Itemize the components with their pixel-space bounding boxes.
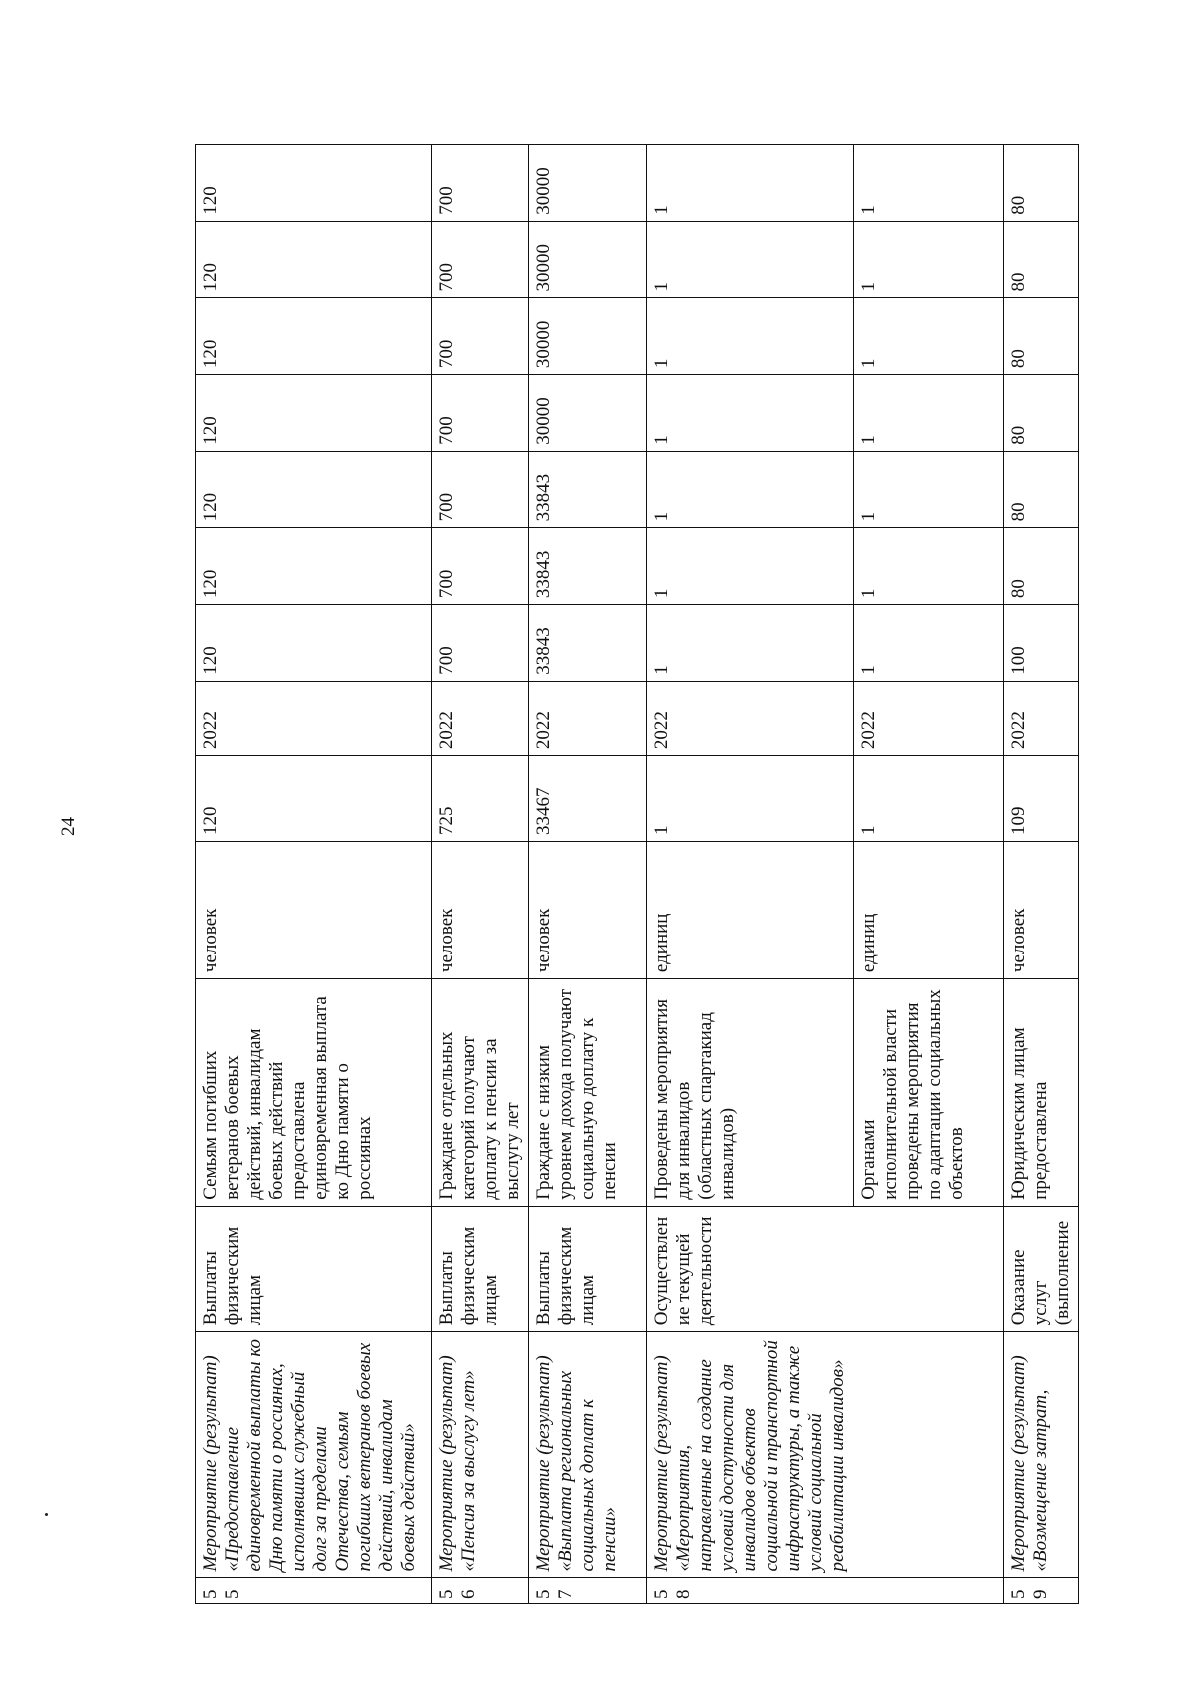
result-description-cell: Семьям погибших ветеранов боевых действий, инвалидам боевых действий предоставлена единовременная выплата ко Дню памяти о россиянах: [196, 979, 432, 1207]
measure-name-cell: Мероприятие (результат) «Выплата региональных социальных доплат к пенсии»: [529, 1332, 647, 1578]
target-value-cell: 1: [853, 145, 1003, 222]
measure-type-cell: Осуществление текущей деятельности: [647, 1206, 854, 1331]
target-value-cell: 120: [196, 221, 432, 298]
result-description-cell: Проведены мероприятия для инвалидов (областных спартакиад инвалидов): [647, 979, 854, 1207]
measure-type-cell: Выплаты физическим лицам: [432, 1206, 529, 1331]
base-value-cell: 1: [647, 756, 854, 842]
target-value-cell: 1: [647, 298, 854, 375]
table-row: [432, 145, 529, 1604]
measure-type-cell: Выплаты физическим лицам: [529, 1206, 647, 1331]
target-value-cell: 700: [432, 221, 529, 298]
indicators-table-wrapper: [195, 144, 1073, 1604]
target-value-cell: 120: [196, 451, 432, 528]
measure-name-cell: Мероприятие (результат) «Предоставление единовременной выплаты ко Дню памяти о россиянах, исполнявших служебный долг за пределами Отечества, семьям погибших ветеранов боевых действий, инвалидам боевых действий»: [196, 1332, 432, 1578]
target-value-cell: 1: [647, 451, 854, 528]
target-value-cell: 120: [196, 605, 432, 682]
target-value-cell: 700: [432, 528, 529, 605]
target-value-cell: 700: [432, 451, 529, 528]
target-value-cell: 80: [1003, 221, 1078, 298]
table-row: [1003, 145, 1078, 1604]
base-value-cell: 725: [432, 756, 529, 842]
measure-type-cell: Оказание услуг (выполнение: [1003, 1206, 1078, 1331]
base-value-cell: 33467: [529, 756, 647, 842]
target-value-cell: 700: [432, 145, 529, 222]
target-value-cell: 120: [196, 145, 432, 222]
indicators-table: [195, 144, 1079, 1604]
target-value-cell: 80: [1003, 451, 1078, 528]
target-value-cell: 33843: [529, 451, 647, 528]
unit-cell: человек: [432, 842, 529, 979]
target-value-cell: 1: [853, 605, 1003, 682]
target-value-cell: 1: [647, 605, 854, 682]
target-value-cell: 30000: [529, 375, 647, 452]
target-value-cell: 80: [1003, 528, 1078, 605]
measure-name-cell: Мероприятие (результат) «Возмещение затрат,: [1003, 1332, 1078, 1578]
target-value-cell: 700: [432, 605, 529, 682]
unit-cell: единиц: [853, 842, 1003, 979]
scan-dot: [45, 1513, 48, 1516]
table-row: [529, 145, 647, 1604]
target-value-cell: 120: [196, 375, 432, 452]
target-value-cell: 33843: [529, 605, 647, 682]
row-number-cell: [853, 1578, 1003, 1604]
unit-cell: человек: [196, 842, 432, 979]
target-value-cell: 120: [196, 528, 432, 605]
row-number-cell: 58: [647, 1578, 854, 1604]
base-year-cell: 2022: [853, 681, 1003, 755]
unit-cell: единиц: [647, 842, 854, 979]
result-description-cell: Граждане с низким уровнем дохода получают социальную доплату к пенсии: [529, 979, 647, 1207]
measure-type-cell: Выплаты физическим лицам: [196, 1206, 432, 1331]
target-value-cell: 33843: [529, 528, 647, 605]
table-row: [196, 145, 432, 1604]
measure-name-cell: [853, 1332, 1003, 1578]
base-year-cell: 2022: [432, 681, 529, 755]
target-value-cell: 700: [432, 375, 529, 452]
base-year-cell: 2022: [529, 681, 647, 755]
target-value-cell: 100: [1003, 605, 1078, 682]
target-value-cell: 30000: [529, 145, 647, 222]
target-value-cell: 1: [647, 375, 854, 452]
target-value-cell: 1: [853, 451, 1003, 528]
result-description-cell: Органами исполнительной власти проведены мероприятия по адаптации социальных объектов: [853, 979, 1003, 1207]
measure-name-cell: Мероприятие (результат) «Пенсия за выслугу лет»: [432, 1332, 529, 1578]
target-value-cell: 1: [853, 528, 1003, 605]
target-value-cell: 80: [1003, 145, 1078, 222]
target-value-cell: 1: [647, 145, 854, 222]
measure-name-cell: Мероприятие (результат) «Мероприятия, направленные на создание условий доступности для инвалидов объектов социальной и транспортной инфраструктуры, а также условий социальной реабилитации инвалидов»: [647, 1332, 854, 1578]
target-value-cell: 80: [1003, 375, 1078, 452]
base-year-cell: 2022: [196, 681, 432, 755]
target-value-cell: 1: [853, 298, 1003, 375]
base-value-cell: 1: [853, 756, 1003, 842]
target-value-cell: 1: [853, 375, 1003, 452]
table-row: [853, 145, 1003, 1604]
target-value-cell: 30000: [529, 298, 647, 375]
target-value-cell: 80: [1003, 298, 1078, 375]
target-value-cell: 1: [647, 528, 854, 605]
target-value-cell: 1: [853, 221, 1003, 298]
table-row: [647, 145, 854, 1604]
target-value-cell: 120: [196, 298, 432, 375]
unit-cell: человек: [529, 842, 647, 979]
target-value-cell: 30000: [529, 221, 647, 298]
row-number-cell: 59: [1003, 1578, 1078, 1604]
base-year-cell: 2022: [647, 681, 854, 755]
row-number-cell: 57: [529, 1578, 647, 1604]
row-number-cell: 55: [196, 1578, 432, 1604]
measure-type-cell: [853, 1206, 1003, 1331]
base-value-cell: 120: [196, 756, 432, 842]
base-year-cell: 2022: [1003, 681, 1078, 755]
result-description-cell: Граждане отдельных категорий получают доплату к пенсии за выслугу лет: [432, 979, 529, 1207]
page-number: 24: [58, 817, 79, 836]
row-number-cell: 56: [432, 1578, 529, 1604]
target-value-cell: 700: [432, 298, 529, 375]
base-value-cell: 109: [1003, 756, 1078, 842]
target-value-cell: 1: [647, 221, 854, 298]
result-description-cell: Юридическим лицам предоставлена: [1003, 979, 1078, 1207]
unit-cell: человек: [1003, 842, 1078, 979]
